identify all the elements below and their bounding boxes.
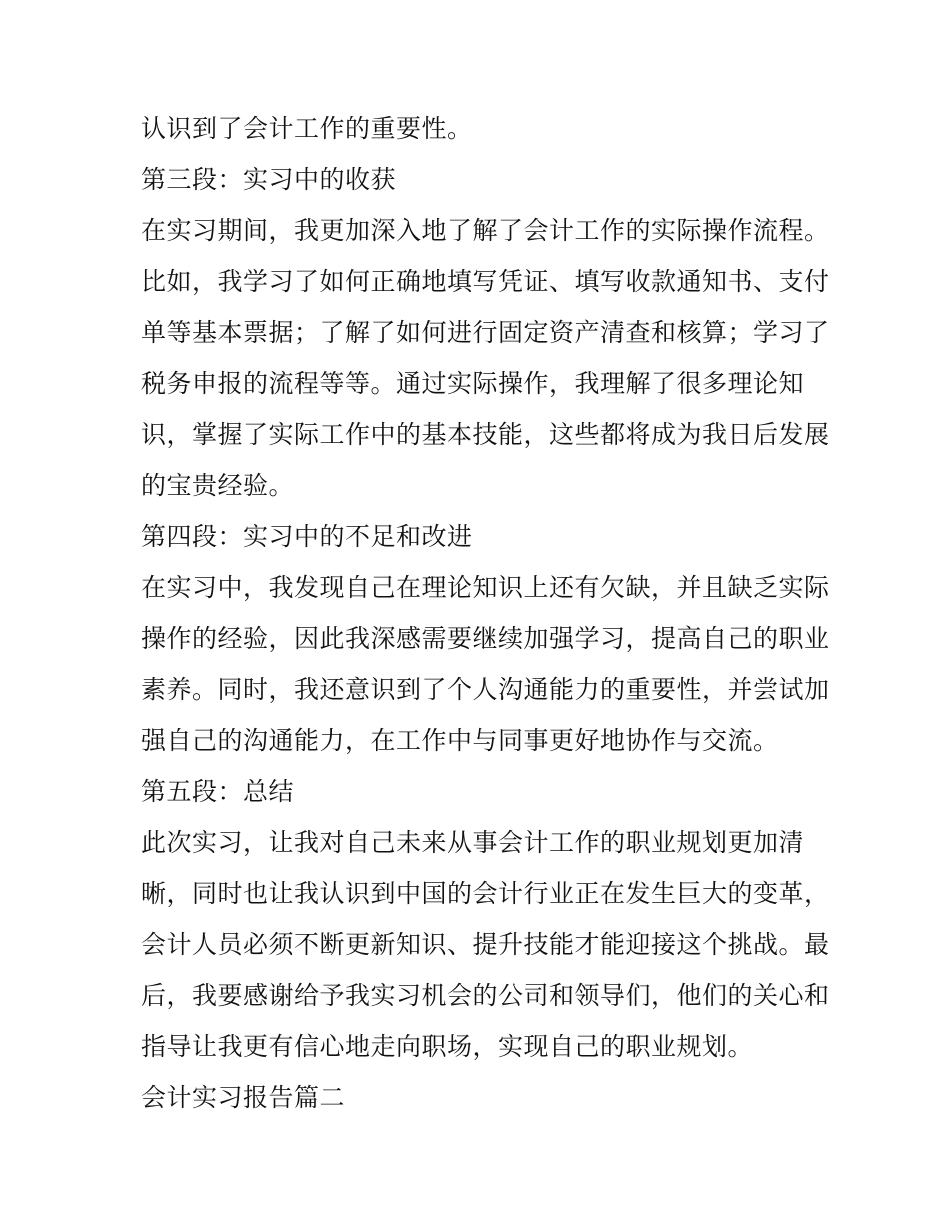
text-line: 后，我要感谢给予我实习机会的公司和领导们，他们的关心和 bbox=[141, 981, 830, 1010]
text-line: 在实习期间，我更加深入地了解了会计工作的实际操作流程。 bbox=[141, 216, 830, 245]
text-line: 识，掌握了实际工作中的基本技能，这些都将成为我日后发展 bbox=[141, 420, 830, 449]
text-line: 会计人员必须不断更新知识、提升技能才能迎接这个挑战。最 bbox=[141, 930, 830, 959]
text-line: 的宝贵经验。 bbox=[141, 471, 295, 500]
section-heading: 第五段：总结 bbox=[141, 777, 295, 806]
text-line: 比如，我学习了如何正确地填写凭证、填写收款通知书、支付 bbox=[141, 267, 830, 296]
report-title: 会计实习报告篇二 bbox=[141, 1083, 346, 1112]
text-line: 税务申报的流程等等。通过实际操作，我理解了很多理论知 bbox=[141, 369, 805, 398]
text-line: 操作的经验，因此我深感需要继续加强学习，提高自己的职业 bbox=[141, 624, 830, 653]
text-line: 单等基本票据；了解了如何进行固定资产清查和核算；学习了 bbox=[141, 318, 830, 347]
text-line: 认识到了会计工作的重要性。 bbox=[141, 114, 473, 143]
text-line: 此次实习，让我对自己未来从事会计工作的职业规划更加清 bbox=[141, 828, 805, 857]
text-line: 在实习中，我发现自己在理论知识上还有欠缺，并且缺乏实际 bbox=[141, 573, 830, 602]
text-line: 素养。同时，我还意识到了个人沟通能力的重要性，并尝试加 bbox=[141, 675, 830, 704]
section-heading: 第三段：实习中的收获 bbox=[141, 165, 397, 194]
text-line: 指导让我更有信心地走向职场，实现自己的职业规划。 bbox=[141, 1032, 754, 1061]
text-line: 强自己的沟通能力，在工作中与同事更好地协作与交流。 bbox=[141, 726, 779, 755]
text-line: 晰，同时也让我认识到中国的会计行业正在发生巨大的变革， bbox=[141, 879, 830, 908]
section-heading: 第四段：实习中的不足和改进 bbox=[141, 522, 473, 551]
